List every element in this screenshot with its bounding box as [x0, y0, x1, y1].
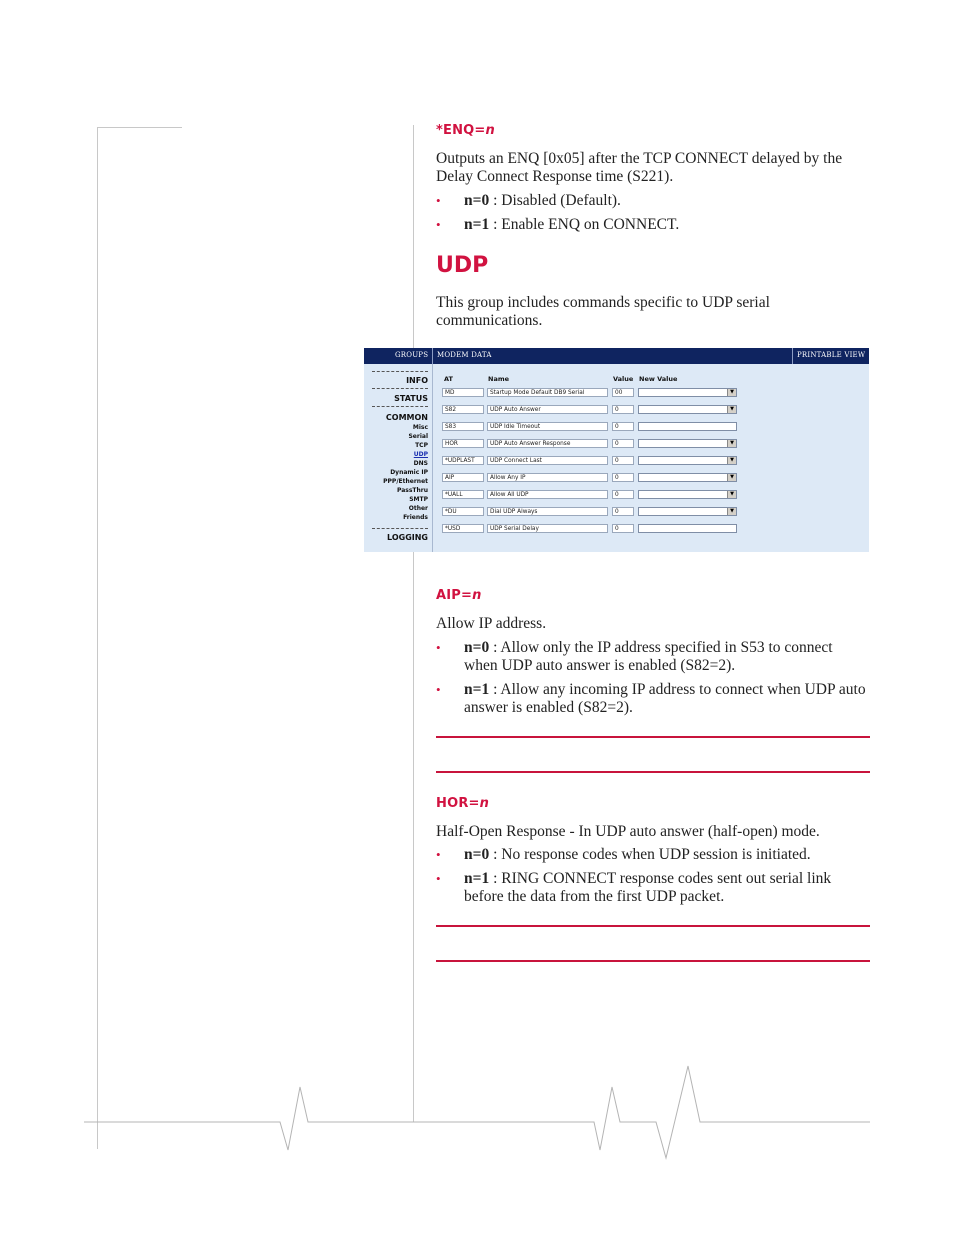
bullet-icon: • — [436, 847, 441, 862]
top-corner-line — [97, 127, 182, 128]
sidebar-sub-smtp[interactable]: SMTP — [409, 496, 428, 503]
row-name-cell: Dial UDP Always — [487, 507, 608, 516]
groups-sidebar — [364, 364, 432, 552]
row-name-cell: UDP Serial Delay — [487, 524, 608, 533]
chevron-down-icon[interactable]: ▼ — [727, 474, 736, 481]
aip-command-title: AIP=n — [436, 588, 482, 603]
row-value-cell: 0 — [612, 490, 634, 499]
groups-label: GROUPS — [395, 351, 429, 359]
sidebar-sub-dynamic-ip[interactable]: Dynamic IP — [390, 469, 428, 476]
left-margin-line — [97, 127, 98, 1149]
row-name-cell: UDP Auto Answer — [487, 405, 608, 414]
sidebar-sub-friends[interactable]: Friends — [403, 514, 428, 521]
bullet-icon: • — [436, 682, 441, 697]
row-value-cell: 0 — [612, 507, 634, 516]
hor-description: Half-Open Response - In UDP auto answer (half-open) mode. — [436, 823, 820, 840]
row-value-cell: 0 — [612, 473, 634, 482]
sidebar-sub-misc[interactable]: Misc — [412, 424, 428, 431]
section-rule — [436, 771, 870, 773]
row-new-value-select[interactable] — [638, 388, 737, 397]
row-at-cell: *UALL — [442, 490, 484, 499]
row-name-cell: Startup Mode Default DB9 Serial — [487, 388, 608, 397]
row-name-cell: Allow All UDP — [487, 490, 608, 499]
chevron-down-icon[interactable]: ▼ — [727, 389, 736, 396]
hor-command-title: HOR=n — [436, 796, 490, 811]
bullet-icon: • — [436, 217, 441, 232]
row-new-value-input[interactable] — [638, 422, 737, 431]
bullet-icon: • — [436, 871, 441, 886]
section-rule — [436, 925, 870, 927]
row-value-cell: 0 — [612, 524, 634, 533]
row-new-value-select[interactable] — [638, 439, 737, 448]
row-value-cell: 00 — [612, 388, 634, 397]
sidebar-item-logging[interactable]: LOGGING — [387, 533, 428, 542]
sidebar-item-status[interactable]: STATUS — [394, 394, 428, 403]
screenshot-nav-bar — [364, 348, 869, 364]
row-name-cell: Allow Any IP — [487, 473, 608, 482]
row-new-value-select[interactable] — [638, 507, 737, 516]
row-at-cell: AIP — [442, 473, 484, 482]
sidebar-item-common[interactable]: COMMON — [385, 413, 428, 422]
row-new-value-select[interactable] — [638, 473, 737, 482]
chevron-down-icon[interactable]: ▼ — [727, 440, 736, 447]
chevron-down-icon[interactable]: ▼ — [727, 406, 736, 413]
column-header-at: AT — [444, 375, 453, 383]
row-new-value-input[interactable] — [638, 524, 737, 533]
row-value-cell: 0 — [612, 439, 634, 448]
row-at-cell: *USD — [442, 524, 484, 533]
bullet-icon: • — [436, 193, 441, 208]
sidebar-item-info[interactable]: INFO — [406, 376, 428, 385]
row-name-cell: UDP Auto Answer Response — [487, 439, 608, 448]
modem-data-screenshot — [364, 348, 869, 552]
column-header-value: Value — [613, 375, 634, 383]
chevron-down-icon[interactable]: ▼ — [727, 508, 736, 515]
chevron-down-icon[interactable]: ▼ — [727, 491, 736, 498]
row-at-cell: *UDPLAST — [442, 456, 484, 465]
row-at-cell: *DU — [442, 507, 484, 516]
sidebar-sub-dns[interactable]: DNS — [413, 460, 428, 467]
printable-view-link[interactable]: PRINTABLE VIEW — [797, 351, 866, 359]
section-rule — [436, 960, 870, 962]
row-name-cell: UDP Idle Timeout — [487, 422, 608, 431]
sidebar-sub-other[interactable]: Other — [408, 505, 428, 512]
bullet-icon: • — [436, 640, 441, 655]
sidebar-sub-serial[interactable]: Serial — [408, 433, 428, 440]
sidebar-sub-udp[interactable]: UDP — [413, 451, 428, 458]
sidebar-sub-passthru[interactable]: PassThru — [396, 487, 428, 494]
sidebar-sub-ppp-ethernet[interactable]: PPP/Ethernet — [383, 478, 428, 485]
section-rule — [436, 736, 870, 738]
row-value-cell: 0 — [612, 456, 634, 465]
chevron-down-icon[interactable]: ▼ — [727, 457, 736, 464]
row-new-value-select[interactable] — [638, 490, 737, 499]
row-at-cell: S82 — [442, 405, 484, 414]
enq-description: Outputs an ENQ [0x05] after the TCP CONNECT delayed by the Delay Connect Response time (S221). — [436, 150, 843, 185]
sidebar-sub-tcp[interactable]: TCP — [415, 442, 428, 449]
column-header-name: Name — [488, 375, 510, 383]
row-at-cell: HOR — [442, 439, 484, 448]
row-name-cell: UDP Connect Last — [487, 456, 608, 465]
column-divider-line — [413, 125, 414, 1122]
aip-description: Allow IP address. — [436, 615, 547, 632]
udp-section-heading: UDP — [436, 253, 489, 278]
row-new-value-select[interactable] — [638, 456, 737, 465]
column-header-new-value: New Value — [639, 375, 678, 383]
modem-data-label: MODEM DATA — [437, 351, 492, 359]
row-at-cell: S83 — [442, 422, 484, 431]
enq-command-title: *ENQ=n — [436, 123, 495, 138]
row-new-value-select[interactable] — [638, 405, 737, 414]
row-value-cell: 0 — [612, 405, 634, 414]
row-at-cell: MD — [442, 388, 484, 397]
row-value-cell: 0 — [612, 422, 634, 431]
udp-intro: This group includes commands specific to UDP serial communications. — [436, 294, 770, 329]
